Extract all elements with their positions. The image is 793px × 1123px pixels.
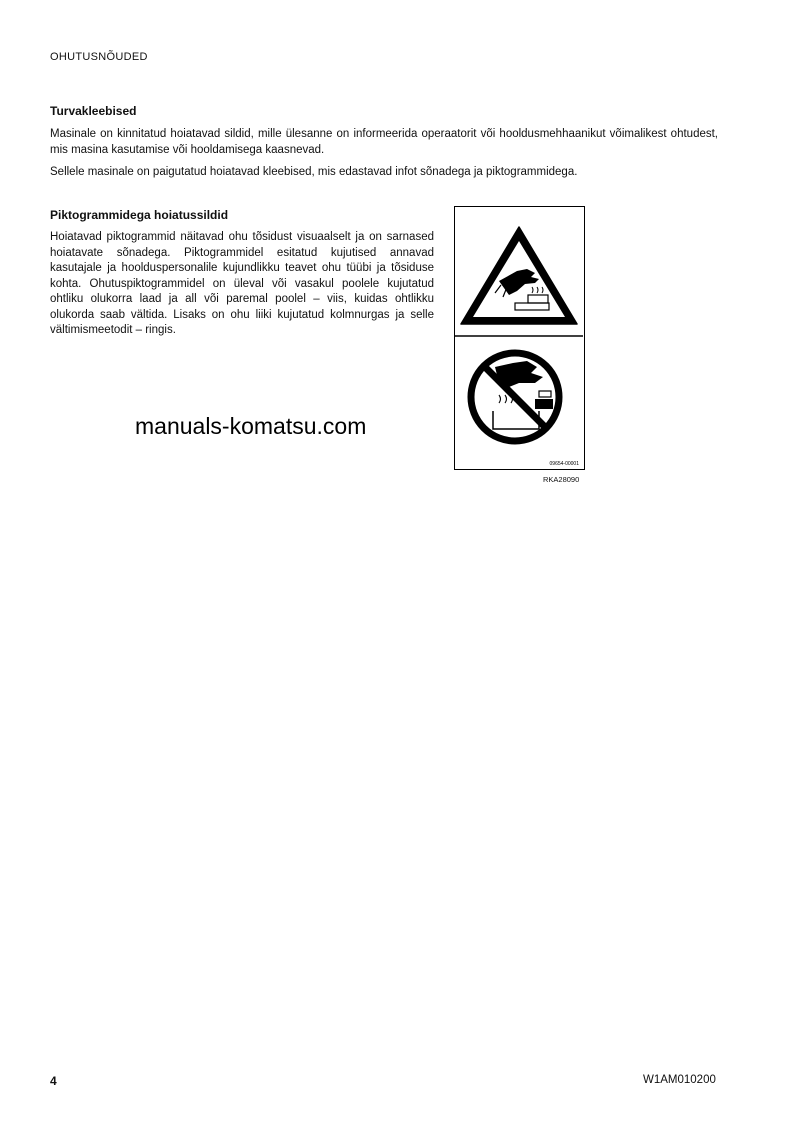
paragraph-safety-labels-intro: Masinale on kinnitatud hoiatavad sildid, mille ülesanne on informeerida operaatorit või hooldusmehhaanikut võimalikest ohtudest, mis masina kasutamise või hooldamisega kaasnevad.	[50, 128, 718, 156]
document-code: W1AM010200	[643, 1074, 716, 1086]
safety-label-figure	[454, 206, 585, 470]
paragraph-pictogram-description: Hoiatavad piktogrammid näitavad ohu tõsidust visuaalselt ja on sarnased hoiatavate sõnadega. Piktogrammidel esitatud kujutised annavad kasutajale ja hoolduspersonalile kujundlikku teavet ohu tüübi ja tõsiduse kohta. Ohutuspiktogrammidel on üleval või vasakul poolele kujutatud ohtliku olukorra laad ja all või paremal poolel – viis, kuidas ohtlikku olukorda saab vältida. Lisaks on ohu liiki kujutatud kolmnurgas ja selle vältimismeetodit – ringis.	[50, 231, 434, 336]
hazard-triangle-icon	[461, 227, 577, 324]
page-number: 4	[50, 1074, 57, 1088]
figure-code: RKA28090	[543, 475, 580, 484]
section-title-safety-labels: Turvakleebised	[50, 104, 137, 118]
watermark-text: manuals-komatsu.com	[135, 413, 367, 439]
label-part-number: 09654-00001	[549, 461, 579, 467]
paragraph-safety-labels-placement: Sellele masinale on paigutatud hoiatavad kleebised, mis edastavad infot sõnadega ja piktogrammidega.	[50, 166, 578, 178]
safety-label-drawing	[455, 207, 583, 468]
prohibition-circle-icon	[471, 353, 559, 441]
page-header-section: OHUTUSNÕUDED	[50, 51, 148, 63]
section-title-pictogram-labels: Piktogrammidega hoiatussildid	[50, 208, 229, 222]
